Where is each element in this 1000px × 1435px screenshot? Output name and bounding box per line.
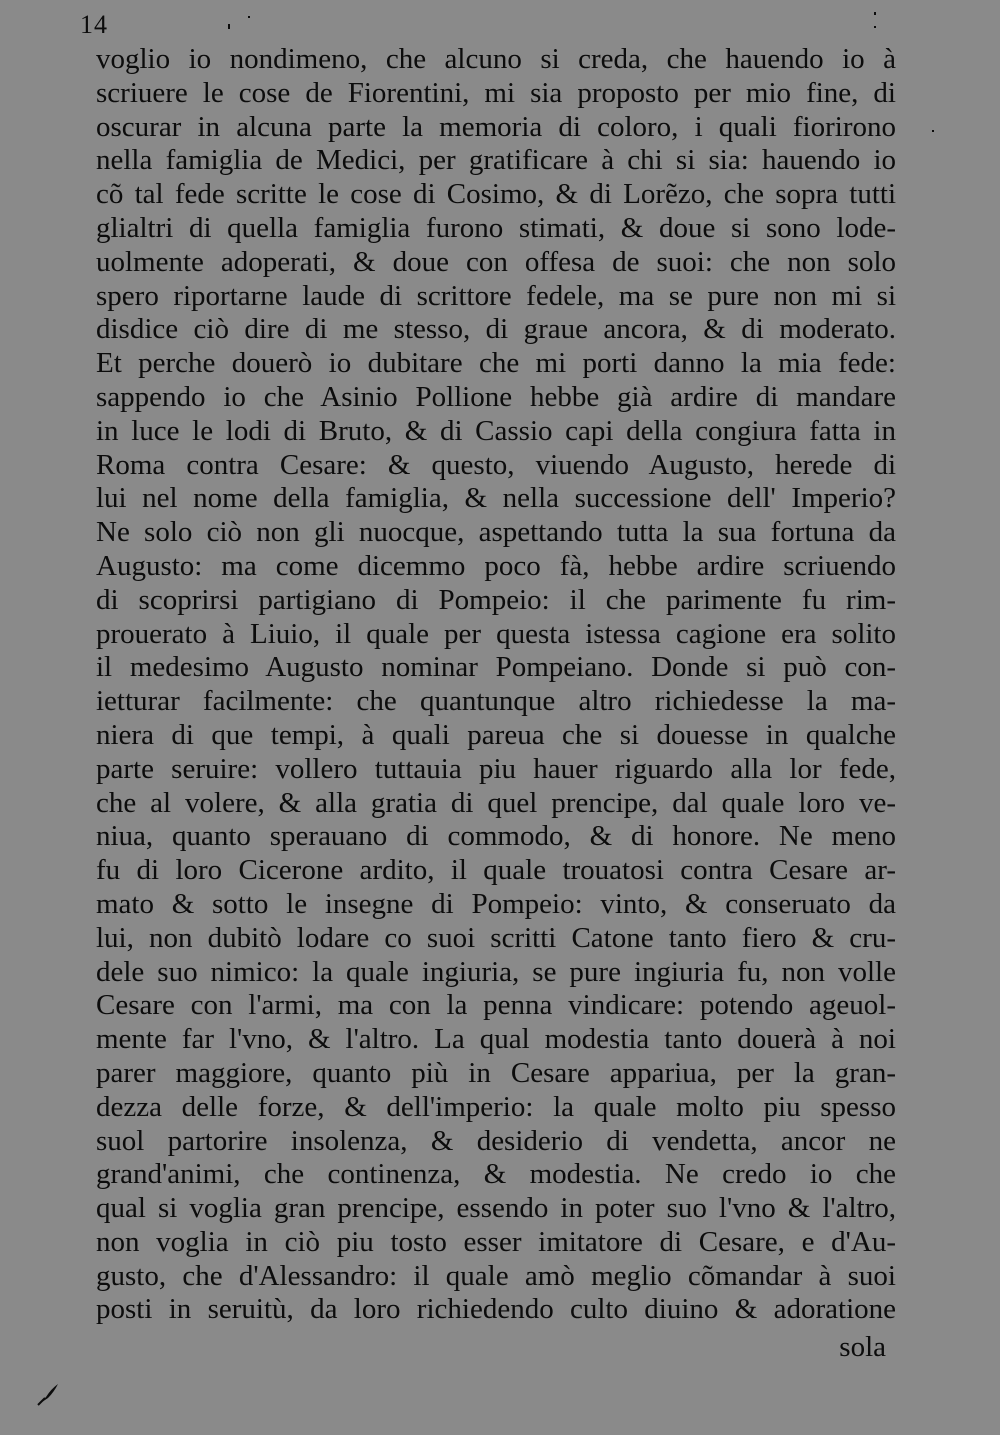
text-line: mente far l'vno, & l'altro. La qual modestia tanto douerà à noi <box>96 1023 896 1056</box>
text-line: di scoprirsi partigiano di Pompeio: il che parimente fu rim- <box>96 583 896 616</box>
catchword: sola <box>839 1331 886 1363</box>
text-line: parte seruire: vollero tuttauia piu hauer riguardo alla lor fede, <box>96 752 896 785</box>
text-line: dezza delle forze, & dell'imperio: la quale molto piu spesso <box>96 1090 896 1123</box>
text-line: che al volere, & alla gratia di quel prencipe, dal quale loro ve- <box>96 786 896 819</box>
text-line: disdice ciò dire di me stesso, di graue ancora, & di moderato. <box>96 313 896 346</box>
text-line: lui, non dubitò lodare co suoi scritti Catone tanto fiero & cru- <box>96 921 896 954</box>
ink-speck <box>248 16 250 18</box>
ink-speck <box>874 12 876 15</box>
text-line: sappendo io che Asinio Pollione hebbe già ardire di mandare <box>96 380 896 413</box>
text-line: prouerato à Liuio, il quale per questa istessa cagione era solito <box>96 617 896 650</box>
text-line: non voglia in ciò piu tosto esser imitatore di Cesare, e d'Au- <box>96 1225 896 1258</box>
text-line: spero riportarne laude di scrittore fedele, ma se pure non mi si <box>96 279 896 312</box>
text-line: Cesare con l'armi, ma con la penna vindicare: potendo ageuol- <box>96 989 896 1022</box>
text-line: posti in seruitù, da loro richiedendo culto diuino & adoratione <box>96 1293 896 1326</box>
text-line: ietturar facilmente: che quantunque altro richiedesse la ma- <box>96 685 896 718</box>
quill-mark-icon <box>36 1381 62 1407</box>
text-line: Ne solo ciò non gli nuocque, aspettando tutta la sua fortuna da <box>96 516 896 549</box>
text-line: il medesimo Augusto nominar Pompeiano. Donde si può con- <box>96 651 896 684</box>
ink-speck <box>874 26 876 28</box>
text-line: oscurar in alcuna parte la memoria di coloro, i quali fiorirono <box>96 110 896 143</box>
text-line: scriuere le cose de Fiorentini, mi sia proposto per mio fine, di <box>96 76 896 109</box>
text-line: Augusto: ma come dicemmo poco fà, hebbe ardire scriuendo <box>96 549 896 582</box>
text-line: niera di que tempi, à quali pareua che si douesse in qualche <box>96 718 896 751</box>
text-line: grand'animi, che continenza, & modestia. Ne credo io che <box>96 1158 896 1191</box>
body-text <box>96 43 896 1327</box>
text-line: cõ tal fede scritte le cose di Cosimo, & di Lorẽzo, che sopra tutti <box>96 178 896 211</box>
text-line: lui nel nome della famiglia, & nella successione dell' Imperio? <box>96 482 896 515</box>
text-line: Roma contra Cesare: & questo, viuendo Augusto, herede di <box>96 448 896 481</box>
text-line: Et perche douerò io dubitare che mi porti danno la mia fede: <box>96 347 896 380</box>
text-line: in luce le lodi di Bruto, & di Cassio capi della congiura fatta in <box>96 414 896 447</box>
text-line: mato & sotto le insegne di Pompeio: vinto, & conseruato da <box>96 887 896 920</box>
text-line: glialtri di quella famiglia furono stimati, & doue si sono lode- <box>96 211 896 244</box>
text-line: gusto, che d'Alessandro: il quale amò meglio cõmandar à suoi <box>96 1259 896 1292</box>
text-line: parer maggiore, quanto più in Cesare appariua, per la gran- <box>96 1056 896 1089</box>
text-line: nella famiglia de Medici, per gratificare à chi si sia: hauendo io <box>96 144 896 177</box>
ink-speck <box>932 130 934 132</box>
ink-speck <box>228 24 230 29</box>
text-line: fu di loro Cicerone ardito, il quale trouatosi contra Cesare ar- <box>96 854 896 887</box>
text-line: suol partorire insolenza, & desiderio di vendetta, ancor ne <box>96 1124 896 1157</box>
text-line: qual si voglia gran prencipe, essendo in poter suo l'vno & l'altro, <box>96 1192 896 1225</box>
text-line: voglio io nondimeno, che alcuno si creda, che hauendo io à <box>96 43 896 75</box>
text-line: niua, quanto sperauano di commodo, & di honore. Ne meno <box>96 820 896 853</box>
text-line: uolmente adoperati, & doue con offesa de suoi: che non solo <box>96 245 896 278</box>
text-line: dele suo nimico: la quale ingiuria, se pure ingiuria fu, non volle <box>96 955 896 988</box>
page-number: 14 <box>80 10 108 39</box>
